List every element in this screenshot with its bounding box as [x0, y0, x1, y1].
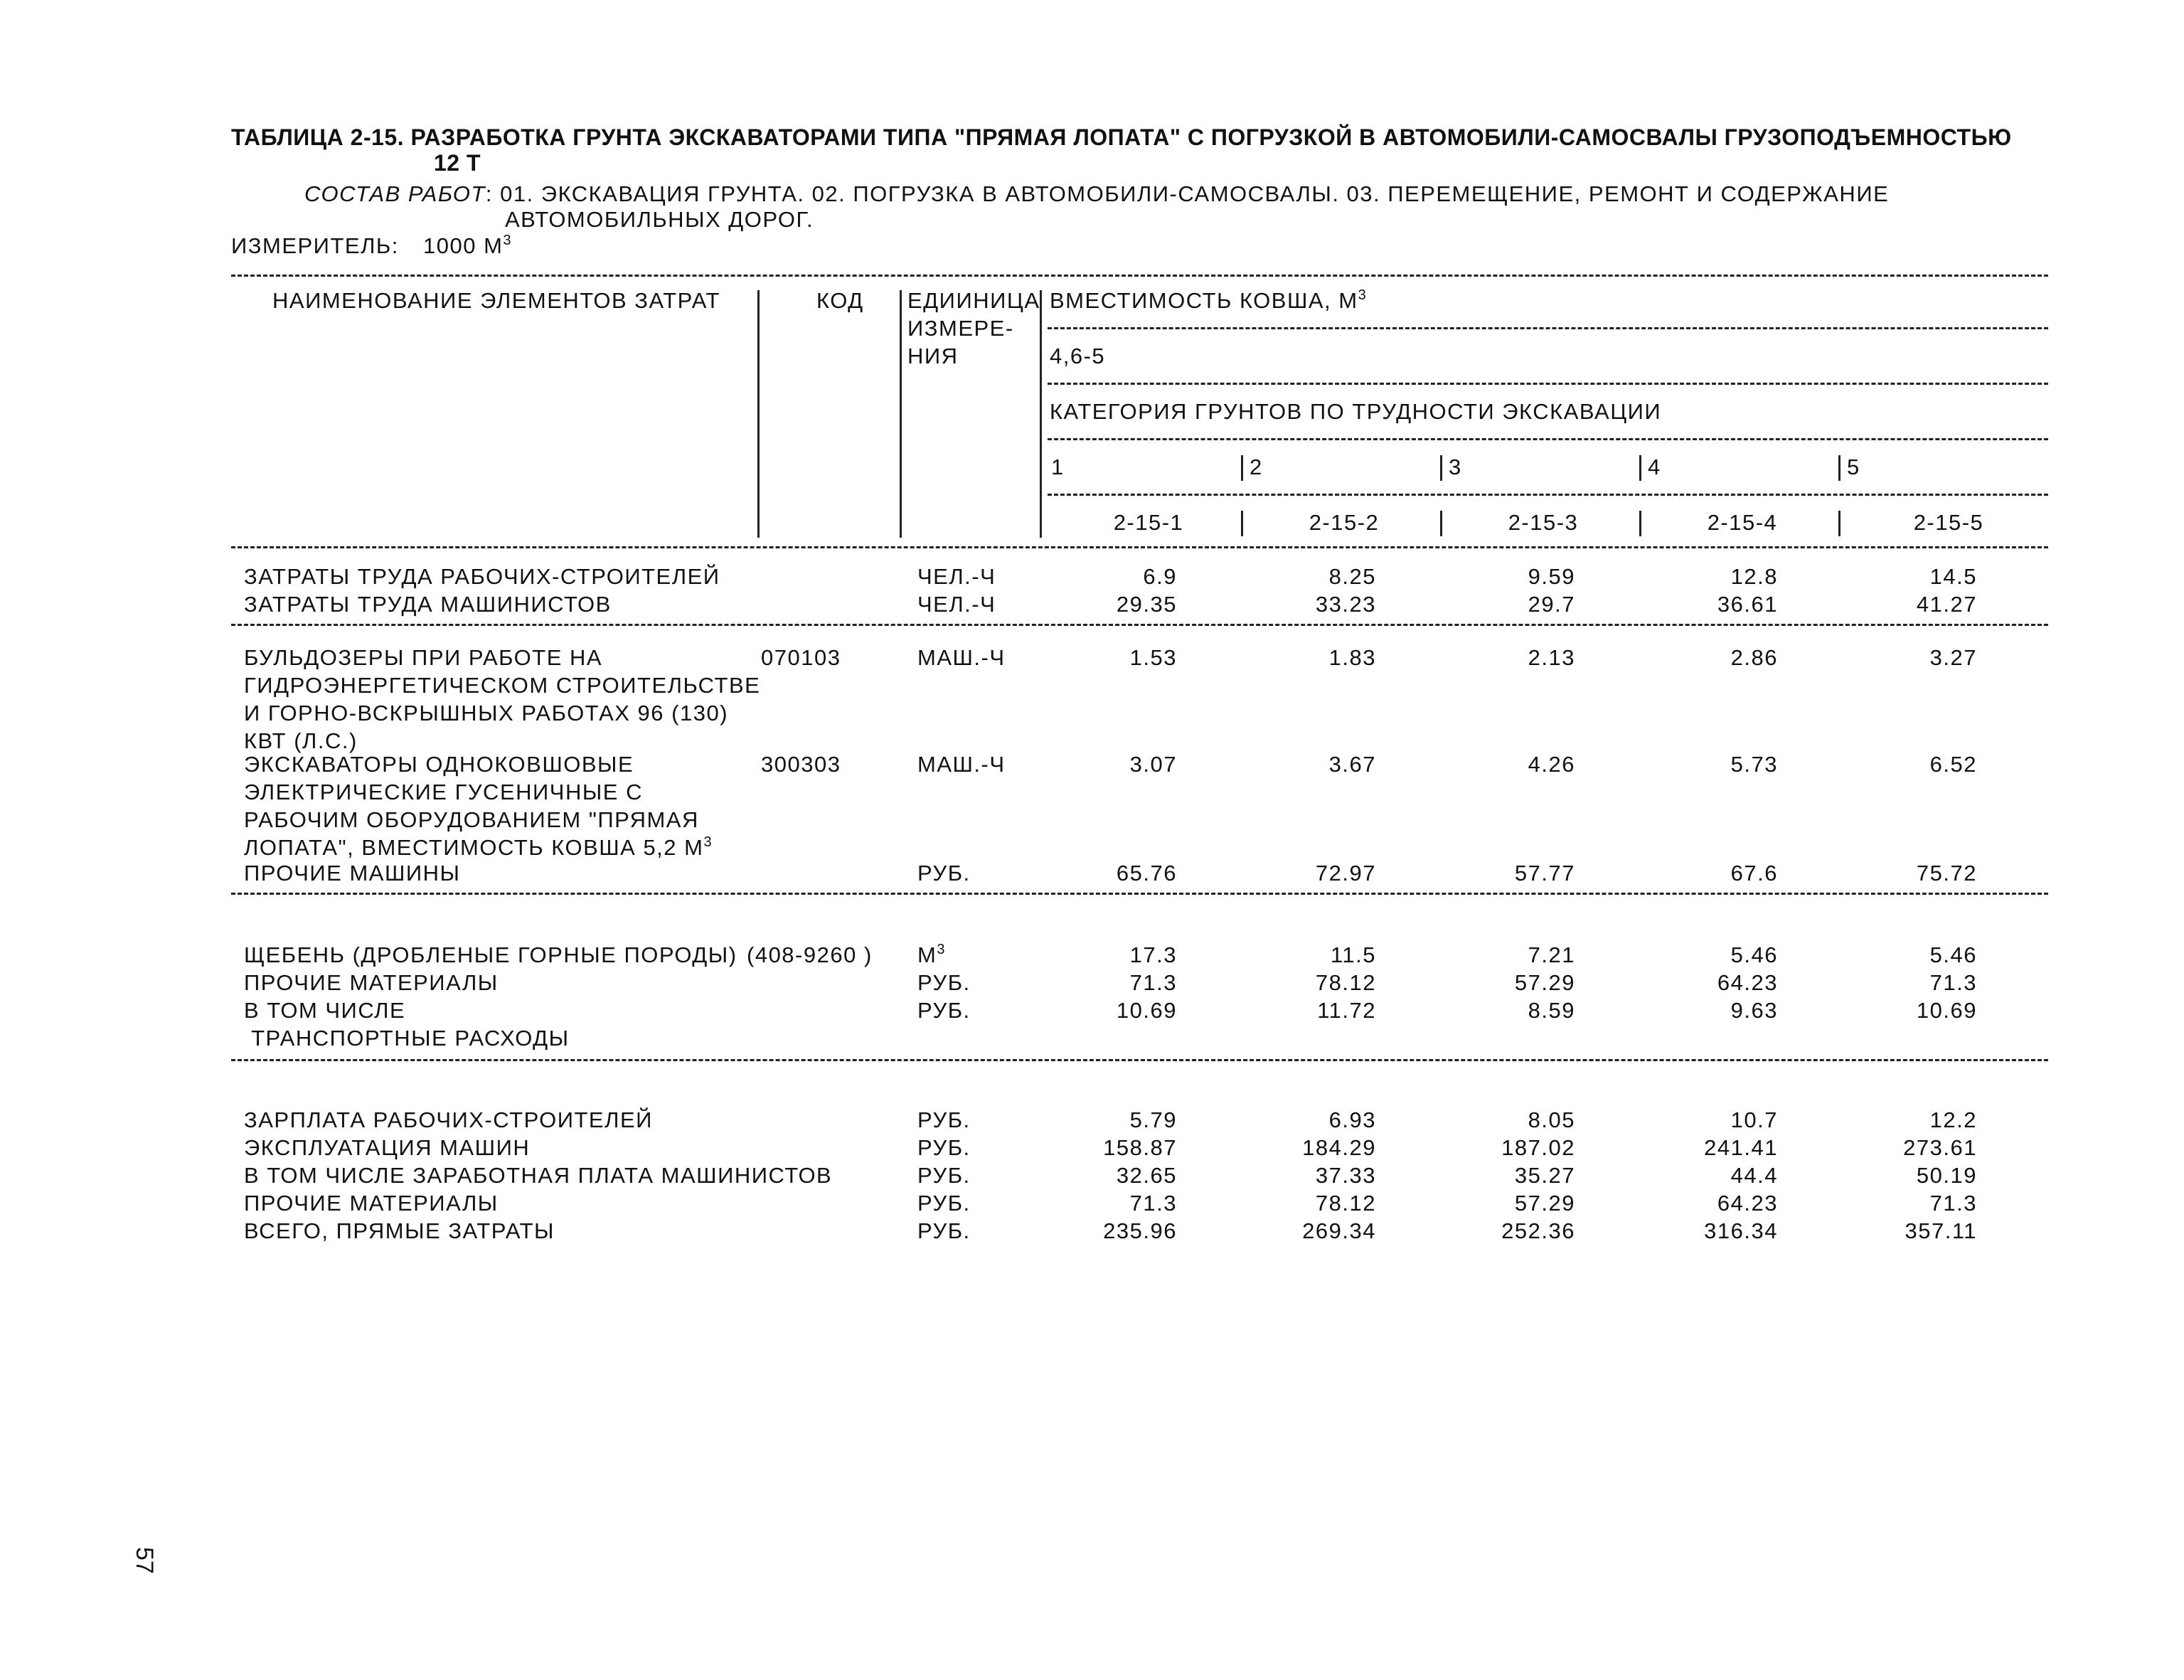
row-value-2: 37.33: [1315, 1163, 1376, 1188]
header-unit-2: ИЗМЕРЕ-: [907, 316, 1014, 341]
row-value-5: 50.19: [1916, 1163, 1977, 1188]
row-value-3: 8.05: [1528, 1107, 1575, 1132]
row-value-2: 11.72: [1317, 998, 1376, 1023]
table-title-cont: 12 Т: [434, 150, 481, 176]
row-value-5: 14.5: [1929, 564, 1977, 589]
row-value-3: 35.27: [1514, 1163, 1575, 1188]
header-cat-5: 5: [1847, 454, 1860, 479]
row-value-3: 29.7: [1528, 592, 1575, 617]
row-value-1: 71.3: [1129, 1191, 1177, 1216]
composition-text: : 01. ЭКСКАВАЦИЯ ГРУНТА. 02. ПОГРУЗКА В АВТОМОБИЛИ-САМОСВАЛЫ. 03. ПЕРЕМЕЩЕНИЕ, РЕМОНТ И СОДЕРЖАНИЕ: [485, 181, 1890, 206]
cat-separator-4: [1639, 455, 1641, 481]
row-value-3: 57.29: [1514, 970, 1575, 995]
row-unit: ЧЕЛ.-Ч: [917, 592, 996, 617]
header-cat-1: 1: [1051, 454, 1065, 479]
composition-label: СОСТАВ РАБОТ: [304, 181, 486, 206]
row-value-4: 36.61: [1717, 592, 1778, 617]
code-separator-4: [1639, 511, 1641, 536]
measure-value: 1000 $М^3$: [423, 233, 513, 258]
row-value-3: 9.59: [1528, 564, 1575, 589]
row-unit: РУБ.: [917, 1163, 971, 1188]
row-value-1: 158.87: [1103, 1135, 1177, 1160]
header-code-col-1: 2-15-1: [1113, 510, 1184, 535]
rule-h1: [1048, 327, 2048, 329]
header-cat-3: 3: [1449, 454, 1462, 479]
row-name: ПРОЧИЕ МАТЕРИАЛЫ: [244, 1191, 499, 1216]
row-value-4: 5.73: [1730, 752, 1778, 777]
rule-h3: [1048, 438, 2048, 440]
row-name: БУЛЬДОЗЕРЫ ПРИ РАБОТЕ НА: [244, 645, 603, 670]
row-unit: МАШ.-Ч: [917, 752, 1006, 777]
rule-h2: [1048, 383, 2048, 385]
row-value-1: 65.76: [1116, 861, 1177, 886]
row-value-2: 1.83: [1328, 645, 1376, 670]
row-value-3: 57.77: [1514, 861, 1575, 886]
row-unit: ЧЕЛ.-Ч: [917, 564, 996, 589]
row-value-1: 1.53: [1129, 645, 1177, 670]
header-capacity-value: 4,6-5: [1050, 344, 1106, 368]
row-unit: РУБ.: [917, 1191, 971, 1216]
row-value-3: 8.59: [1528, 998, 1575, 1023]
row-value-3: 57.29: [1514, 1191, 1575, 1216]
row-value-5: 6.52: [1929, 752, 1977, 777]
row-value-2: 184.29: [1302, 1135, 1376, 1160]
row-value-2: 269.34: [1302, 1218, 1376, 1243]
header-category: КАТЕГОРИЯ ГРУНТОВ ПО ТРУДНОСТИ ЭКСКАВАЦИИ: [1050, 399, 1662, 424]
header-unit-3: НИЯ: [907, 344, 959, 368]
header-separator-values: [1040, 290, 1042, 538]
row-name: В ТОМ ЧИСЛЕ: [244, 998, 406, 1023]
row-value-3: 252.36: [1501, 1218, 1575, 1243]
row-name: ВСЕГО, ПРЯМЫЕ ЗАТРАТЫ: [244, 1218, 555, 1243]
row-value-2: 72.97: [1315, 861, 1376, 886]
row-unit: $М^3$: [917, 942, 946, 967]
row-name-cont: ЛОПАТА", ВМЕСТИМОСТЬ КОВША 5,2 $М^3$: [244, 834, 713, 860]
row-name: ЗАТРАТЫ ТРУДА РАБОЧИХ-СТРОИТЕЛЕЙ: [244, 564, 720, 589]
row-value-5: 10.69: [1916, 998, 1977, 1023]
row-value-1: 17.3: [1129, 942, 1177, 967]
row-value-5: 71.3: [1929, 970, 1977, 995]
header-code-col-4: 2-15-4: [1707, 510, 1778, 535]
row-value-1: 235.96: [1103, 1218, 1177, 1243]
row-value-4: 316.34: [1704, 1218, 1778, 1243]
row-value-3: 7.21: [1528, 942, 1575, 967]
row-value-5: 357.11: [1905, 1218, 1977, 1243]
row-unit: РУБ.: [917, 970, 971, 995]
row-value-5: 273.61: [1903, 1135, 1977, 1160]
row-value-1: 29.35: [1116, 592, 1177, 617]
row-name: В ТОМ ЧИСЛЕ ЗАРАБОТНАЯ ПЛАТА МАШИНИСТОВ: [244, 1163, 833, 1188]
row-name: ПРОЧИЕ МАШИНЫ: [244, 861, 461, 886]
row-code: (408-9260 ): [747, 942, 873, 967]
code-separator-3: [1440, 511, 1442, 536]
row-value-2: 6.93: [1328, 1107, 1376, 1132]
rule-section2: [231, 893, 2048, 895]
row-unit: РУБ.: [917, 1218, 971, 1243]
rule-section1: [231, 624, 2048, 626]
row-value-4: 10.7: [1730, 1107, 1778, 1132]
header-name: НАИМЕНОВАНИЕ ЭЛЕМЕНТОВ ЗАТРАТ: [272, 288, 720, 313]
row-value-1: 71.3: [1129, 970, 1177, 995]
header-unit-1: ЕДИИНИЦА: [907, 288, 1040, 313]
row-value-3: 187.02: [1501, 1135, 1575, 1160]
header-capacity: ВМЕСТИМОСТЬ КОВША, $М^3$: [1050, 287, 1368, 313]
header-cat-4: 4: [1648, 454, 1661, 479]
row-name: ЗАРПЛАТА РАБОЧИХ-СТРОИТЕЛЕЙ: [244, 1107, 653, 1132]
row-value-4: 5.46: [1730, 942, 1778, 967]
row-unit: РУБ.: [917, 1107, 971, 1132]
header-cat-2: 2: [1250, 454, 1263, 479]
code-separator-5: [1838, 511, 1841, 536]
row-unit: МАШ.-Ч: [917, 645, 1006, 670]
row-name-cont: ГИДРОЭНЕРГЕТИЧЕСКОМ СТРОИТЕЛЬСТВЕ: [244, 673, 761, 698]
row-value-5: 5.46: [1929, 942, 1977, 967]
row-value-4: 9.63: [1730, 998, 1778, 1023]
row-name-cont: РАБОЧИМ ОБОРУДОВАНИЕМ "ПРЯМАЯ: [244, 807, 699, 832]
row-value-1: 3.07: [1129, 752, 1177, 777]
row-value-4: 64.23: [1717, 970, 1778, 995]
row-value-5: 75.72: [1916, 861, 1977, 886]
row-value-1: 5.79: [1129, 1107, 1177, 1132]
row-name-cont: КВТ (Л.С.): [244, 728, 358, 753]
row-name-cont: ТРАНСПОРТНЫЕ РАСХОДЫ: [244, 1026, 570, 1051]
row-value-2: 78.12: [1315, 1191, 1376, 1216]
table-title: ТАБЛИЦА 2-15. РАЗРАБОТКА ГРУНТА ЭКСКАВАТОРАМИ ТИПА "ПРЯМАЯ ЛОПАТА" С ПОГРУЗКОЙ В АВТОМОБИЛИ-САМОСВАЛЫ ГРУЗОПОДЪЕМНОСТЬЮ: [231, 124, 2012, 150]
row-value-1: 6.9: [1143, 564, 1177, 589]
header-code-col-3: 2-15-3: [1508, 510, 1579, 535]
row-value-4: 64.23: [1717, 1191, 1778, 1216]
row-value-2: 33.23: [1315, 592, 1376, 617]
row-value-4: 67.6: [1730, 861, 1778, 886]
row-name: ПРОЧИЕ МАТЕРИАЛЫ: [244, 970, 499, 995]
row-unit: РУБ.: [917, 998, 971, 1023]
composition-cont: АВТОМОБИЛЬНЫХ ДОРОГ.: [505, 207, 814, 232]
header-code-col-5: 2-15-5: [1913, 510, 1984, 535]
row-value-4: 241.41: [1704, 1135, 1778, 1160]
header-code-col-2: 2-15-2: [1309, 510, 1380, 535]
row-value-4: 44.4: [1730, 1163, 1778, 1188]
rule-header-end: [231, 546, 2048, 548]
header-separator-unit: [900, 290, 902, 538]
row-value-5: 71.3: [1929, 1191, 1977, 1216]
rule-section3: [231, 1059, 2048, 1061]
row-name-cont: И ГОРНО-ВСКРЫШНЫХ РАБОТАХ 96 (130): [244, 701, 729, 725]
row-value-5: 3.27: [1929, 645, 1977, 670]
row-unit: РУБ.: [917, 1135, 971, 1160]
composition-line: [304, 181, 1889, 207]
row-name: ЭКСПЛУАТАЦИЯ МАШИН: [244, 1135, 531, 1160]
row-value-4: 12.8: [1730, 564, 1778, 589]
row-value-2: 3.67: [1328, 752, 1376, 777]
row-value-2: 78.12: [1315, 970, 1376, 995]
row-value-1: 10.69: [1116, 998, 1177, 1023]
header-code: КОД: [816, 288, 864, 313]
rule-top: [231, 275, 2048, 277]
row-name: ЩЕБЕНЬ (ДРОБЛЕНЫЕ ГОРНЫЕ ПОРОДЫ): [244, 942, 737, 967]
row-code: 300303: [761, 752, 841, 777]
row-unit: РУБ.: [917, 861, 971, 886]
row-name-cont: ЭЛЕКТРИЧЕСКИЕ ГУСЕНИЧНЫЕ С: [244, 780, 643, 804]
row-name: ЭКСКАВАТОРЫ ОДНОКОВШОВЫЕ: [244, 752, 634, 777]
cat-separator-5: [1838, 455, 1841, 481]
row-code: 070103: [761, 645, 841, 670]
row-value-5: 12.2: [1929, 1107, 1977, 1132]
rule-h4: [1048, 494, 2048, 496]
measure-label: ИЗМЕРИТЕЛЬ:: [231, 233, 399, 258]
row-value-3: 4.26: [1528, 752, 1575, 777]
cat-separator-2: [1241, 455, 1243, 481]
row-value-3: 2.13: [1528, 645, 1575, 670]
code-separator-2: [1241, 511, 1243, 536]
row-value-2: 11.5: [1330, 942, 1376, 967]
page-number: 57: [131, 1547, 158, 1574]
cat-separator-3: [1440, 455, 1442, 481]
row-value-2: 8.25: [1328, 564, 1376, 589]
row-value-4: 2.86: [1730, 645, 1778, 670]
row-value-5: 41.27: [1916, 592, 1977, 617]
row-value-1: 32.65: [1116, 1163, 1177, 1188]
row-name: ЗАТРАТЫ ТРУДА МАШИНИСТОВ: [244, 592, 612, 617]
header-separator-code: [757, 290, 760, 538]
